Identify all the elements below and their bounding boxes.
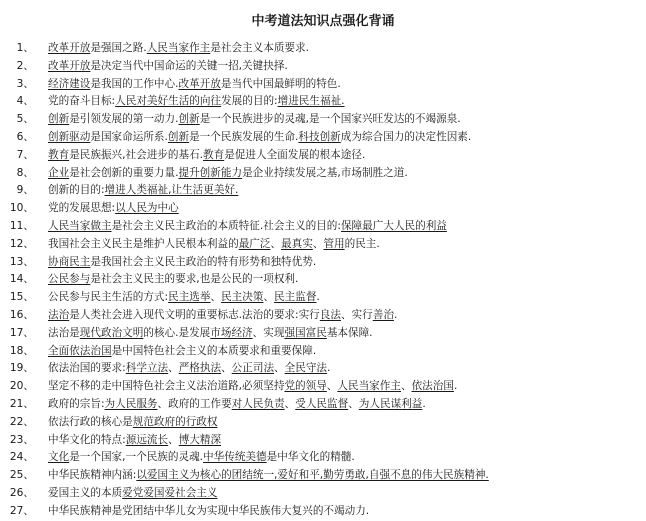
item-text: . [393,308,398,321]
item-number: 13、 [9,255,34,268]
item-text: . [327,362,331,375]
item-text: 是党团结中华儿女为实现中华民族伟大复兴的不竭动力. [111,504,370,517]
item-number: 26、 [9,486,34,499]
list-item [8,182,640,200]
list-item [8,378,640,396]
key-term: 爱党爱国爱社会主义 [122,486,218,499]
item-text: 中华民族精神内涵: [48,469,137,482]
key-term: 市场经济 [210,326,253,339]
item-text: 是促进人全面发展的根本途径. [224,148,366,161]
list-item [8,58,640,76]
item-text: 依法治国的要求: [48,362,126,375]
key-term: 善治 [372,308,394,321]
list-item [8,307,640,325]
item-text: 、 [312,237,324,250]
item-text: 中华文化的特点: [48,433,126,446]
item-text: 爱国主义的本质 [48,486,123,499]
item-number: 3、 [16,77,34,90]
item-number: 25、 [9,469,34,482]
item-number: 27、 [9,504,34,517]
item-number: 2、 [16,59,34,72]
key-term: 文化 [48,451,70,464]
item-number: 10、 [9,202,34,215]
item-text: 我国社会主义民主是维护人民根本利益的 [48,237,239,250]
key-term: 公正司法 [231,362,275,375]
item-text: 的核心.是发展 [143,326,211,339]
key-term: 全面依法治国 [48,344,112,357]
document-title: 中考道法知识点强化背诵 [251,14,395,29]
item-number: 4、 [16,95,34,108]
key-term: 创新 [48,113,70,126]
item-number: 15、 [9,291,34,304]
key-term: 人民当家做主 [48,219,112,232]
key-term: 创新 [178,113,200,126]
key-term: 人民当家作主 [337,380,401,393]
key-term: 保障最广大人民的利益 [340,219,447,232]
key-term: 党的领导 [284,380,327,393]
item-text: 、 [210,291,222,304]
key-term: 企业 [48,166,70,179]
item-text: 中华民族精神 [48,504,112,517]
item-text: 依法行政的核心是 [48,415,133,428]
item-text: 党的奋斗目标: [48,95,116,108]
item-number: 5、 [16,113,34,126]
item-text: 、 [348,397,359,410]
item-number: 22、 [9,415,34,428]
item-text: 法治是 [48,326,80,339]
item-text: 是一个国家,一个民族的灵魂. [69,451,204,464]
list-item [8,165,640,183]
list-item [8,485,640,503]
key-term: 教育 [48,148,70,161]
key-term: 为人民谋利益 [358,397,423,410]
item-number: 16、 [9,308,34,321]
list-item [8,271,640,289]
item-number: 12、 [9,237,34,250]
item-text: 是决定当代中国命运的关键一招,关键抉择. [90,59,288,72]
list-item [8,218,640,236]
item-text: 、政府的工作要 [157,397,232,410]
item-number: 20、 [9,380,34,393]
key-term: 民主监督 [274,291,317,304]
key-term: 严格执法 [178,362,222,375]
item-text: 是社会主义民主的要求,也是公民的一项权利. [90,273,299,286]
item-number: 14、 [9,273,34,286]
list-item [8,467,640,485]
item-text: . [453,380,458,393]
item-number: 6、 [16,130,34,143]
item-number: 21、 [9,397,34,410]
item-text: 是中华文化的精髓. [266,451,355,464]
item-text: 、实现 [252,326,285,339]
key-term: 中华传统美德 [203,451,267,464]
item-text: 是人类社会进入现代文明的重要标志.法治的要求:实行 [69,308,320,321]
key-term: 良法 [319,308,341,321]
item-text: 是社会创新的重要力量. [69,166,179,179]
key-term: 科学立法 [125,362,169,375]
item-text: 政府的宗旨: [48,397,105,410]
item-text: 是社会主义民主政治的本质特征.社会主义的目的: [111,219,341,232]
key-term: 依法治国 [411,380,454,393]
item-text: 坚定不移的走中国特色社会主义法治道路,必须坚持 [48,380,285,393]
item-text: 发展的目的: [221,95,278,108]
item-number: 19、 [9,362,34,375]
item-text: 党的发展思想: [48,202,116,215]
key-term: 现代政治文明 [79,326,144,339]
item-text: 、 [400,380,412,393]
key-term: 管用 [323,237,345,250]
list-item [8,111,640,129]
item-text: 是引领发展的第一动力. [69,113,179,126]
item-number: 7、 [16,148,34,161]
item-text: 、 [263,291,275,304]
item-text: 是国家命运所系. [90,130,168,143]
list-item [8,236,640,254]
item-text: 是当代中国最鲜明的特色. [220,77,341,90]
key-term: 以人民为中心 [115,202,179,215]
list-item [8,396,640,414]
list-item [8,360,640,378]
item-text: 基本保障. [326,326,373,339]
item-number: 1、 [16,42,34,54]
item-number: 24、 [9,451,34,464]
list-item [8,40,640,58]
key-term: 创新驱动 [48,130,91,143]
key-term: 经济建设 [48,77,91,90]
key-term: 最真实 [281,237,313,250]
item-number: 17、 [9,326,34,339]
item-text: 是一个民族发展的生命. [189,130,299,143]
key-term: 提升创新能力 [178,166,243,179]
key-term: 博大精深 [178,433,222,446]
list-item [8,414,640,432]
item-text: 成为综合国力的决定性因素. [340,130,472,143]
item-text: 、 [326,380,338,393]
list-item [8,432,640,450]
item-number: 23、 [9,433,34,446]
key-term: 对人民负责 [231,397,285,410]
key-term: 改革开放 [48,59,91,72]
key-term: 为人民服务 [104,397,158,410]
item-text: 是我国社会主义民主政治的特有形势和独特优势. [90,255,317,268]
list-item [8,254,640,272]
list-item [8,76,640,94]
list-item [8,129,640,147]
list-item [8,503,640,521]
key-term: 民主选举 [168,291,211,304]
item-text: 、 [284,397,296,410]
item-text: 、 [168,362,179,375]
item-number: 11、 [9,219,34,232]
item-text: . [422,397,426,410]
item-text: 是一个民族进步的灵魂,是一个国家兴旺发达的不竭源泉. [199,113,461,126]
item-number: 18、 [9,344,34,357]
list-item [8,449,640,467]
item-text: 是社会主义本质要求. [210,42,309,54]
item-text: 是中国特色社会主义的本质要求和重要保障. [111,344,317,357]
key-term: 受人民监督 [295,397,349,410]
item-text: 、 [168,433,179,446]
item-text: . [316,291,320,304]
list-item [8,325,640,343]
list-item [8,289,640,307]
key-term: 改革开放 [178,77,221,90]
item-text: 的民主. [344,237,380,250]
key-term: 最广泛 [238,237,271,250]
item-text: 公民参与民主生活的方式: [48,291,169,304]
key-term: 增进人类福祉,让生活更美好. [104,184,239,197]
key-term: 教育 [203,148,225,161]
key-term: 源远流长 [125,433,169,446]
key-term: 规范政府的行政权 [132,415,218,428]
item-text: 、 [221,362,232,375]
key-term: 公民参与 [48,273,91,286]
key-term: 协商民主 [48,255,91,268]
key-term: 增进民生福祉. [277,95,345,108]
item-text: 是企业持续发展之基,市场制胜之道. [242,166,408,179]
list-item [8,93,640,111]
item-number: 8、 [16,166,34,179]
item-text: 、实行 [340,308,373,321]
list-item [8,343,640,361]
key-term: 改革开放 [48,42,91,54]
key-term: 以爱国主义为核心的团结统一,爱好和平,勤劳勇敢,自强不息的伟大民族精神. [136,469,489,482]
key-term: 全民守法 [284,362,328,375]
item-text: 是我国的工作中心. [90,77,179,90]
key-term: 人民对美好生活的向往 [115,95,222,108]
key-term: 科技创新 [298,130,341,143]
item-text: 、 [274,362,285,375]
key-term: 创新 [167,130,190,143]
item-text: 创新的目的: [48,184,105,197]
list-item [8,147,640,165]
key-term: 人民当家作主 [146,42,211,54]
item-text: 是民族振兴,社会进步的基石. [69,148,204,161]
knowledge-point-list [8,40,640,521]
item-text: 、 [270,237,282,250]
list-item [8,200,640,218]
item-text: 是强国之路. [90,42,147,54]
key-term: 强国富民 [284,326,327,339]
item-number: 9、 [16,184,34,197]
key-term: 民主决策 [221,291,264,304]
key-term: 法治 [48,308,70,321]
